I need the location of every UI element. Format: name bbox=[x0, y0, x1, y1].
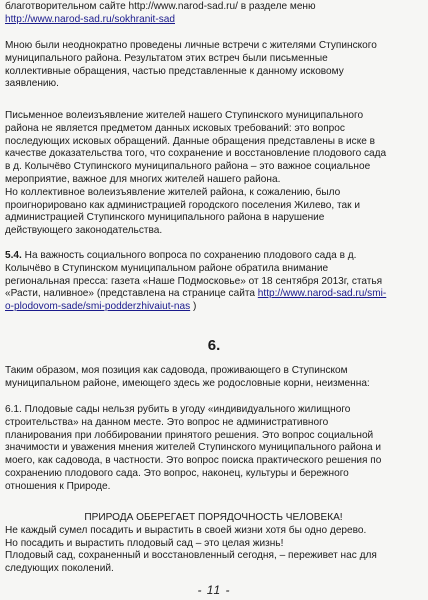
paragraph-line: района не является предметом данных исковых требований: это вопрос bbox=[5, 122, 345, 134]
paragraph-line: 6.1. Плодовые сады нельзя рубить в угоду «индивидуального жилищного bbox=[5, 404, 351, 415]
meetings-paragraph bbox=[5, 40, 422, 91]
paragraph-line: в д. Колычёво Ступинского муниципального района – это важное социальное bbox=[5, 161, 371, 173]
section-heading: 6. bbox=[207, 337, 221, 354]
press-text: ) bbox=[190, 301, 197, 313]
paragraph-line: региональная пресса: газета «Наше Подмосковье» от 18 сентября 2013г, статья bbox=[5, 275, 383, 287]
paragraph-line: мероприятие, важное для многих жителей нашего района. bbox=[5, 173, 281, 185]
paragraph-line: Колычёво в Ступинском муниципальном районе обратила внимание bbox=[5, 262, 329, 274]
press-link-continued[interactable]: o-plodovom-sade/smi-podderzhivaiut-nas bbox=[5, 301, 191, 313]
paragraph-line: муниципальном районе, имеющего здесь же родословные корни, неизменна: bbox=[5, 377, 370, 389]
press-text: «Расти, наливное» (представлена на странице сайта bbox=[5, 288, 258, 300]
closing-title: ПРИРОДА ОБЕРЕГАЕТ ПОРЯДОЧНОСТЬ ЧЕЛОВЕКА! bbox=[84, 512, 343, 523]
paragraph-line: Но посадить и вырастить плодовый сад – это целая жизнь! bbox=[5, 537, 284, 549]
paragraph-line: Но коллективное волеизъявление жителей района, к сожалению, было bbox=[5, 186, 341, 198]
paragraph-line: Таким образом, моя позиция как садовода, проживающего в Ступинском bbox=[5, 365, 348, 376]
point-6-1-paragraph bbox=[5, 404, 422, 494]
page-number: - 11 - bbox=[197, 583, 231, 597]
paragraph-line: Письменное волеизъявление жителей нашего Ступинского муниципального bbox=[5, 110, 364, 121]
intro-block bbox=[5, 1, 422, 27]
paragraph-line: отношения к Природе. bbox=[5, 480, 111, 492]
paragraph-line: Плодовый сад, сохраненный и восстановленный сегодня, – переживет нас для bbox=[5, 550, 377, 562]
paragraph-line: сохранению плодового сада. Это вопрос, наконец, культуры и бережного bbox=[5, 467, 349, 479]
press-text: На важность социального вопроса по сохранению плодового сада в д. bbox=[21, 250, 357, 261]
paragraph-line: Не каждый сумел посадить и вырастить в своей жизни хотя бы одно дерево. bbox=[5, 524, 367, 536]
paragraph-line bbox=[5, 301, 422, 314]
paragraph-line: коллективные обращения, частью представленные к данному исковому bbox=[5, 65, 344, 77]
paragraph-line: следующих поколений. bbox=[5, 563, 114, 575]
paragraph-line: проигнорировано как администрацией городского поселения Жилево, так и bbox=[5, 199, 361, 211]
press-link[interactable]: http://www.narod-sad.ru/smi- bbox=[257, 288, 387, 300]
press-paragraph bbox=[5, 250, 422, 314]
intro-line: благотворительном сайте http://www.narod-sad.ru/ в разделе меню bbox=[5, 1, 316, 12]
paragraph-line: значимости и уважения мнения жителей Ступинского муниципального района и bbox=[5, 442, 382, 454]
closing-block bbox=[5, 512, 422, 576]
will-paragraph bbox=[5, 110, 422, 238]
paragraph-line: качестве доказательства того, что сохранение и восстановление плодового сада bbox=[5, 148, 387, 160]
paragraph-line: Мною были неоднократно проведены личные встречи с жителями Ступинского bbox=[5, 40, 377, 51]
paragraph-line bbox=[5, 250, 422, 263]
paragraph-line: последующих исковых обращений. Данные обращения представлены в иске в bbox=[5, 135, 376, 147]
paragraph-line: заявлению. bbox=[5, 78, 59, 90]
paragraph-line: строительства» на данном месте. Это вопрос не административного bbox=[5, 416, 329, 428]
site-link[interactable]: http://www.narod-sad.ru/sokhranit-sad bbox=[5, 13, 175, 25]
paragraph-line: муниципального района. Результатом этих встреч были письменные bbox=[5, 52, 328, 64]
position-paragraph bbox=[5, 365, 422, 391]
paragraph-line bbox=[5, 288, 422, 301]
paragraph-line: администрацией Ступинского муниципального района в нарушение bbox=[5, 212, 325, 224]
paragraph-line: планирования при лоббировании принятого решения. Это вопрос социальной bbox=[5, 429, 374, 441]
paragraph-line: моего, как садовода, в частности. Это вопрос поиска практического решения по bbox=[5, 455, 382, 467]
item-number: 5.4. bbox=[5, 250, 22, 261]
paragraph-line: действующего законодательства. bbox=[5, 225, 163, 237]
